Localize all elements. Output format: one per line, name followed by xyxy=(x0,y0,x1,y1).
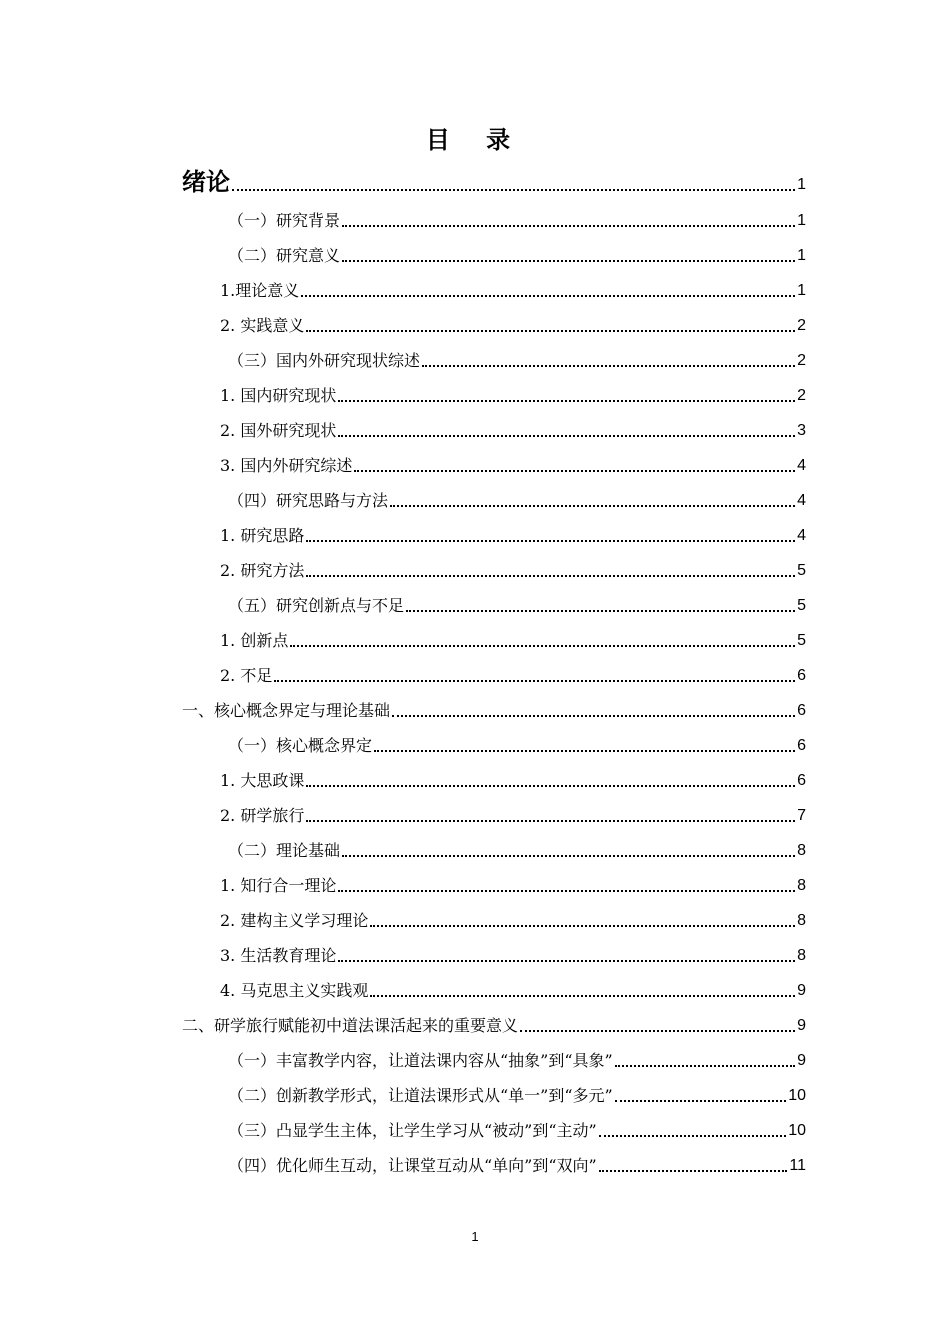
toc-entry-page: 7 xyxy=(797,807,806,824)
leader-dots xyxy=(232,189,795,191)
toc-entry-page: 9 xyxy=(797,982,806,999)
toc-entry[interactable] xyxy=(182,1077,806,1107)
toc-entry-page: 3 xyxy=(797,422,806,439)
leader-dots xyxy=(338,400,795,402)
toc-entry-text: 2. 研学旅行 xyxy=(220,806,305,825)
toc-entry-text: （四）研究思路与方法 xyxy=(228,491,389,510)
toc-entry-page: 2 xyxy=(797,352,806,369)
toc-entry-page: 4 xyxy=(797,527,806,544)
toc-entry-text: 一、核心概念界定与理论基础 xyxy=(182,701,391,720)
toc-entry[interactable] xyxy=(182,342,806,372)
leader-dots xyxy=(374,750,795,752)
toc-entry-text: 1. 研究思路 xyxy=(220,526,305,545)
toc-entry-text: （一）丰富教学内容，让道法课内容从“抽象”到“具象” xyxy=(228,1051,613,1070)
toc-entry-page: 1 xyxy=(797,282,806,299)
leader-dots xyxy=(290,645,795,647)
leader-dots xyxy=(406,610,795,612)
toc-entry-page: 8 xyxy=(797,842,806,859)
toc-entry-page: 9 xyxy=(797,1052,806,1069)
leader-dots xyxy=(615,1065,795,1067)
leader-dots xyxy=(390,505,795,507)
leader-dots xyxy=(342,260,795,262)
toc-entry-page: 6 xyxy=(797,702,806,719)
toc-entry[interactable] xyxy=(182,692,806,722)
leader-dots xyxy=(392,715,795,717)
toc-entry[interactable] xyxy=(182,867,806,897)
toc-entry-text: （三）国内外研究现状综述 xyxy=(228,351,421,370)
toc-entry-text: 1.理论意义 xyxy=(220,281,300,300)
toc-entry-page: 6 xyxy=(797,772,806,789)
leader-dots xyxy=(306,785,795,787)
leader-dots xyxy=(520,1030,795,1032)
toc-entry[interactable] xyxy=(182,1112,806,1142)
toc-entry-page: 8 xyxy=(797,947,806,964)
toc-entry-text: 2. 不足 xyxy=(220,666,273,685)
toc-entry-page: 4 xyxy=(797,457,806,474)
toc-entry-page: 8 xyxy=(797,877,806,894)
toc-entry[interactable] xyxy=(182,727,806,757)
toc-entry-page: 1 xyxy=(797,247,806,264)
toc-entry[interactable] xyxy=(182,552,806,582)
toc-entry[interactable] xyxy=(182,412,806,442)
leader-dots xyxy=(342,225,795,227)
toc-entry-text: 4. 马克思主义实践观 xyxy=(220,981,369,1000)
leader-dots xyxy=(338,890,795,892)
toc-title: 目 录 xyxy=(425,125,525,154)
toc-entry[interactable] xyxy=(182,657,806,687)
toc-entry[interactable] xyxy=(182,1007,806,1037)
toc-entry-text: 3. 生活教育理论 xyxy=(220,946,337,965)
toc-entry-text: （一）研究背景 xyxy=(228,211,341,230)
toc-entry-text: 二、研学旅行赋能初中道法课活起来的重要意义 xyxy=(182,1016,519,1035)
toc-entry[interactable] xyxy=(182,762,806,792)
toc-entry-page: 8 xyxy=(797,912,806,929)
leader-dots xyxy=(342,855,795,857)
toc-entry[interactable] xyxy=(182,482,806,512)
toc-entry[interactable] xyxy=(182,1147,806,1177)
toc-entry-text: 3. 国内外研究综述 xyxy=(220,456,353,475)
toc-entry-text: 1. 大思政课 xyxy=(220,771,305,790)
toc-entry[interactable] xyxy=(182,377,806,407)
toc-entry-text: （一）核心概念界定 xyxy=(228,736,373,755)
leader-dots xyxy=(306,540,795,542)
toc-entry[interactable] xyxy=(182,832,806,862)
leader-dots xyxy=(306,575,795,577)
toc-entry[interactable] xyxy=(182,797,806,827)
leader-dots xyxy=(306,820,795,822)
toc-entry-page: 5 xyxy=(797,597,806,614)
toc-entry-text: 绪论 xyxy=(182,167,230,196)
toc-entry[interactable] xyxy=(182,937,806,967)
toc-entry[interactable] xyxy=(182,587,806,617)
toc-entry-text: （二）研究意义 xyxy=(228,246,341,265)
toc-entry-text: 2. 建构主义学习理论 xyxy=(220,911,369,930)
toc-entry-page: 6 xyxy=(797,737,806,754)
toc-entry[interactable] xyxy=(182,622,806,652)
leader-dots xyxy=(274,680,795,682)
toc-entry-text: 2. 研究方法 xyxy=(220,561,305,580)
toc-entry-text: 1. 知行合一理论 xyxy=(220,876,337,895)
leader-dots xyxy=(422,365,795,367)
toc-entry-page: 5 xyxy=(797,562,806,579)
toc-entry-page: 4 xyxy=(797,492,806,509)
toc-entry-page: 1 xyxy=(797,176,806,193)
toc-entry[interactable] xyxy=(182,307,806,337)
toc-entry-page: 2 xyxy=(797,387,806,404)
toc-entry-page: 11 xyxy=(789,1157,806,1174)
toc-entry-page: 9 xyxy=(797,1017,806,1034)
toc-entry-text: （二）理论基础 xyxy=(228,841,341,860)
toc-entry-page: 5 xyxy=(797,632,806,649)
leader-dots xyxy=(306,330,795,332)
leader-dots xyxy=(599,1170,788,1172)
toc-entry-text: 2. 国外研究现状 xyxy=(220,421,337,440)
toc-entry-page: 6 xyxy=(797,667,806,684)
toc-entry-page: 1 xyxy=(797,212,806,229)
toc-entry-text: 2. 实践意义 xyxy=(220,316,305,335)
leader-dots xyxy=(338,960,795,962)
leader-dots xyxy=(599,1135,786,1137)
toc-entry[interactable] xyxy=(182,202,806,232)
toc-entry-text: 1. 国内研究现状 xyxy=(220,386,337,405)
toc-entry-page: 2 xyxy=(797,317,806,334)
toc-entry[interactable] xyxy=(182,166,806,196)
leader-dots xyxy=(338,435,795,437)
toc-entry[interactable] xyxy=(182,972,806,1002)
leader-dots xyxy=(370,925,795,927)
toc-entry-text: （四）优化师生互动，让课堂互动从“单向”到“双向” xyxy=(228,1156,597,1175)
page-number-footer: 1 xyxy=(471,1229,479,1244)
toc-entry[interactable] xyxy=(182,517,806,547)
toc-entry-page: 10 xyxy=(788,1087,806,1104)
toc-entry-text: （五）研究创新点与不足 xyxy=(228,596,405,615)
toc-entry-text: （三）凸显学生主体，让学生学习从“被动”到“主动” xyxy=(228,1121,597,1140)
leader-dots xyxy=(615,1100,786,1102)
toc-entry[interactable] xyxy=(182,237,806,267)
leader-dots xyxy=(354,470,795,472)
leader-dots xyxy=(370,995,795,997)
toc-entry-text: （二）创新教学形式，让道法课形式从“单一”到“多元” xyxy=(228,1086,613,1105)
leader-dots xyxy=(301,295,795,297)
toc-entry[interactable] xyxy=(182,272,806,302)
toc-entry[interactable] xyxy=(182,447,806,477)
toc-entry[interactable] xyxy=(182,1042,806,1072)
toc-entry[interactable] xyxy=(182,902,806,932)
toc-entry-page: 10 xyxy=(788,1122,806,1139)
toc-entry-text: 1. 创新点 xyxy=(220,631,289,650)
